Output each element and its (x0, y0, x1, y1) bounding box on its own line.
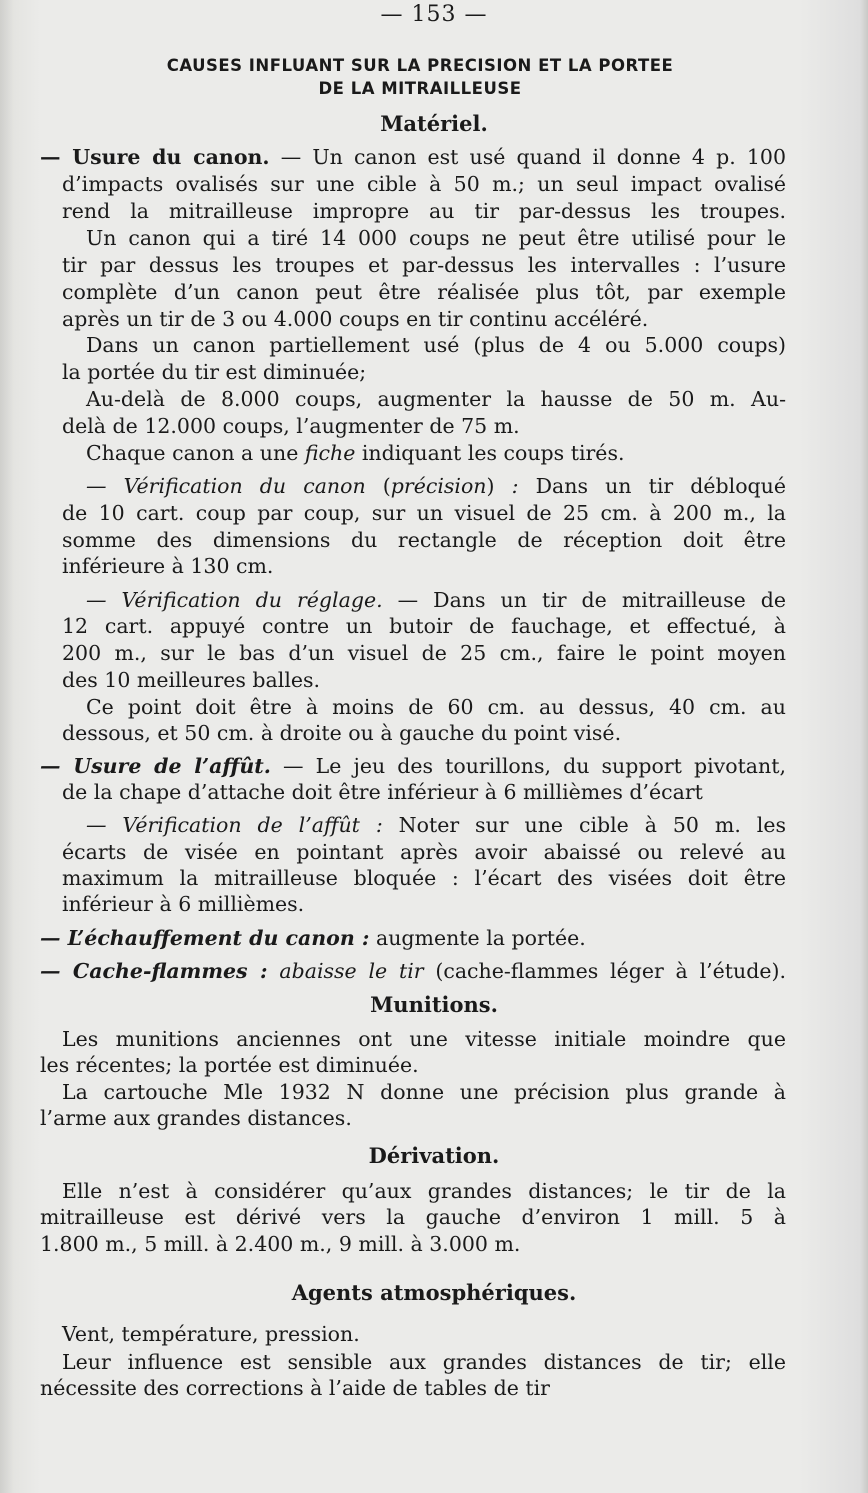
heading-derivation: Dérivation. (368, 1143, 500, 1168)
paragraph-line: Ce point doit être à moins de 60 cm. au dessus, 40 cm. au (86, 695, 786, 719)
paragraph-line: l’arme aux grandes distances. (40, 1106, 352, 1130)
page-title (60, 54, 780, 100)
heading-materiel: Matériel. (380, 111, 488, 136)
paragraph-line: — Usure de l’affût. — Le jeu des tourillons, du support pivotant, (40, 754, 786, 778)
paragraph-line: rend la mitrailleuse impropre au tir par-dessus les troupes. (62, 199, 786, 223)
heading-munitions: Munitions. (370, 992, 498, 1017)
heading-agents-atmospheriques: Agents atmosphériques. (291, 1280, 577, 1305)
paragraph-line: — L’échauffement du canon : augmente la portée. (40, 926, 586, 950)
paragraph-line: Les munitions anciennes ont une vitesse initiale moindre que (62, 1027, 786, 1051)
paragraph-line: Elle n’est à considérer qu’aux grandes distances; le tir de la (62, 1179, 786, 1203)
paragraph-line: La cartouche Mle 1932 N donne une précision plus grande à (62, 1080, 786, 1104)
paragraph-line: Vent, température, pression. (62, 1322, 360, 1346)
paragraph-line: 12 cart. appuyé contre un butoir de fauchage, et effectué, à (62, 614, 786, 638)
paragraph-line: — Vérification de l’affût : Noter sur une cible à 50 m. les (86, 813, 786, 837)
paragraph-line: — Cache-flammes : abaisse le tir (cache-flammes léger à l’étude). (40, 959, 786, 983)
paragraph-line: tir par dessus les troupes et par-dessus les intervalles : l’usure (62, 253, 786, 277)
paragraph-line: de 10 cart. coup par coup, sur un visuel de 25 cm. à 200 m., la (62, 501, 786, 525)
paragraph-line: les récentes; la portée est diminuée. (40, 1053, 419, 1077)
paragraph-line: Au-delà de 8.000 coups, augmenter la hausse de 50 m. Au- (86, 387, 786, 411)
paragraph-line: — Vérification du réglage. — Dans un tir de mitrailleuse de (86, 588, 787, 612)
paragraph-line: nécessite des corrections à l’aide de tables de tir (40, 1376, 550, 1400)
paragraph-line: après un tir de 3 ou 4.000 coups en tir continu accéléré. (62, 307, 649, 331)
paragraph-line: inférieur à 6 millièmes. (62, 892, 305, 916)
paragraph-line: écarts de visée en pointant après avoir abaissé ou relevé au (62, 840, 786, 864)
paragraph-line: 1.800 m., 5 mill. à 2.400 m., 9 mill. à 3.000 m. (40, 1232, 521, 1256)
paragraph-line: Leur influence est sensible aux grandes distances de tir; elle (62, 1350, 786, 1374)
page-number: — 153 — (380, 2, 488, 27)
paragraph-line: la portée du tir est diminuée; (62, 360, 367, 384)
paragraph-line: complète d’un canon peut être réalisée plus tôt, par exemple (62, 280, 786, 304)
paragraph-line: — Usure du canon. — Un canon est usé quand il donne 4 p. 100 (40, 145, 787, 169)
paragraph-line: — Vérification du canon (précision) : Dans un tir débloqué (86, 474, 787, 498)
paragraph-line: de la chape d’attache doit être inférieur à 6 millièmes d’écart (62, 780, 703, 804)
paragraph-line: maximum la mitrailleuse bloquée : l’écart des visées doit être (62, 866, 786, 890)
paragraph-line: 200 m., sur le bas d’un visuel de 25 cm., faire le point moyen (62, 641, 786, 665)
paragraph-line: somme des dimensions du rectangle de réception doit être (62, 528, 786, 552)
paragraph-line: delà de 12.000 coups, l’augmenter de 75 m. (62, 414, 520, 438)
paragraph-line: Chaque canon a une fiche indiquant les coups tirés. (86, 441, 625, 465)
paragraph-line: Un canon qui a tiré 14 000 coups ne peut être utilisé pour le (86, 226, 786, 250)
title-line-2: DE LA MITRAILLEUSE (318, 79, 522, 98)
paragraph-line: Dans un canon partiellement usé (plus de 4 ou 5.000 coups) (86, 333, 786, 357)
title-line-1: CAUSES INFLUANT SUR LA PRECISION ET LA PORTEE (166, 56, 674, 75)
paragraph-line: inférieure à 130 cm. (62, 554, 274, 578)
paragraph-line: mitrailleuse est dérivé vers la gauche d’environ 1 mill. 5 à (40, 1205, 786, 1229)
paragraph-line: des 10 meilleures balles. (62, 668, 321, 692)
paragraph-line: dessous, et 50 cm. à droite ou à gauche du point visé. (62, 721, 622, 745)
paragraph-line: d’impacts ovalisés sur une cible à 50 m.; un seul impact ovalisé (62, 172, 786, 196)
